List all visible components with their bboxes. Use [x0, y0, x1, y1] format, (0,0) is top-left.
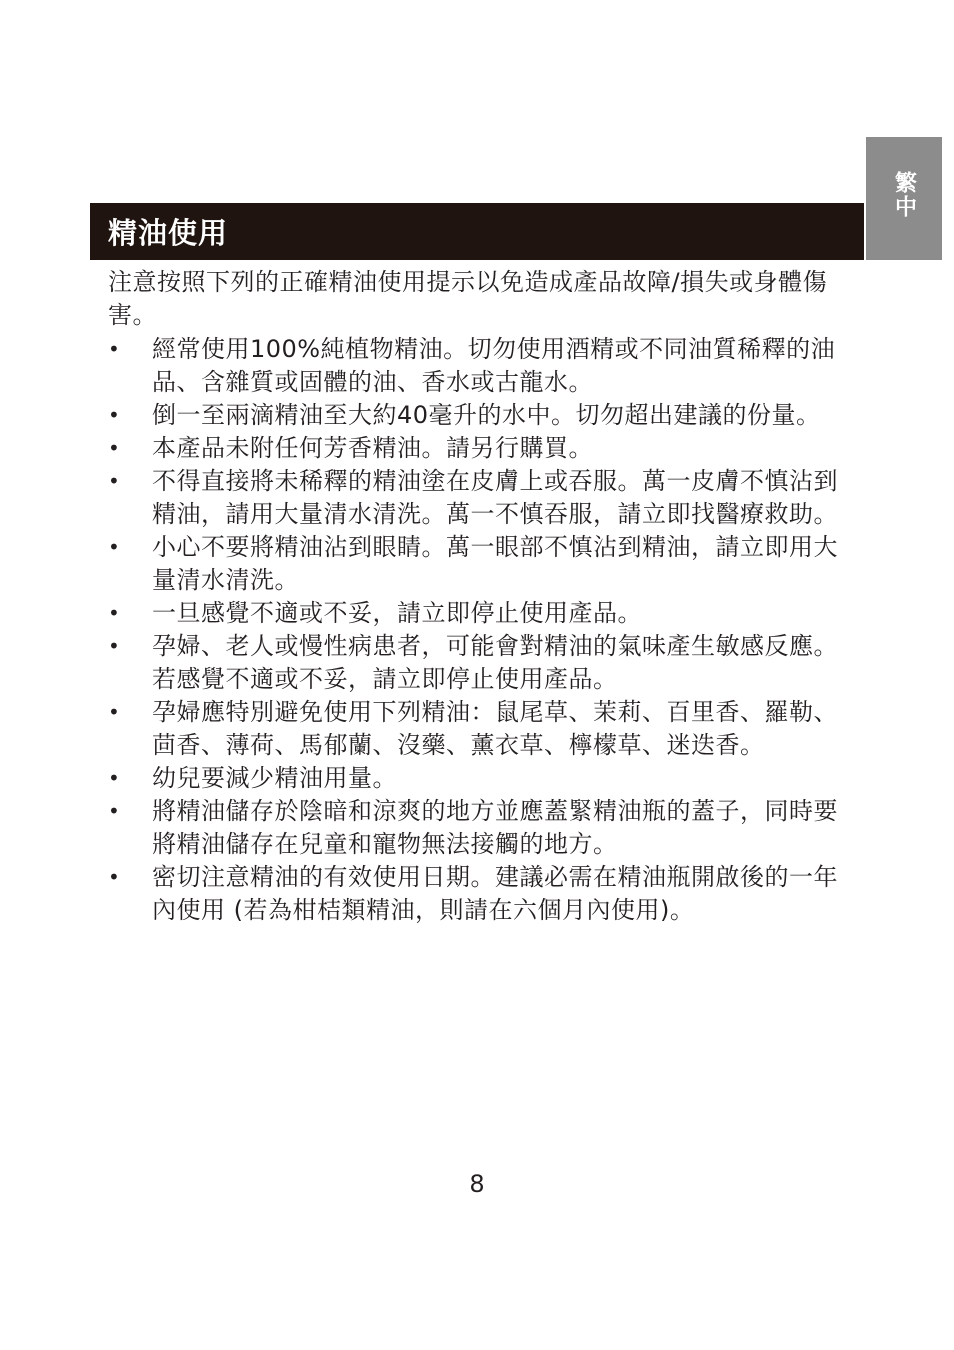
list-item: • 密切注意精油的有效使用日期。建議必需在精油瓶開啟後的一年內使用 (若為柑桔類精油，則請在六個月內使用)。 [108, 861, 853, 927]
list-item: • 經常使用100%純植物精油。切勿使用酒精或不同油質稀釋的油品、含雜質或固體的油、香水或古龍水。 [108, 333, 853, 399]
language-tab [866, 137, 942, 260]
list-item: • 將精油儲存於陰暗和涼爽的地方並應蓋緊精油瓶的蓋子，同時要將精油儲存在兒童和寵物無法接觸的地方。 [108, 795, 853, 861]
section-title: 精油使用 [108, 216, 229, 250]
list-item: • 不得直接將未稀釋的精油塗在皮膚上或吞服。萬一皮膚不慎沾到精油，請用大量清水清洗。萬一不慎吞服，請立即找醫療救助。 [108, 465, 853, 531]
usage-rules-list [108, 333, 853, 927]
intro-paragraph: 注意按照下列的正確精油使用提示以免造成產品故障/損失或身體傷害。 [108, 268, 828, 329]
section-header [90, 203, 864, 260]
list-item: • 孕婦、老人或慢性病患者，可能會對精油的氣味產生敏感反應。若感覺不適或不妥，請立即停止使用產品。 [108, 630, 853, 696]
content-body [108, 266, 853, 927]
list-item: • 倒一至兩滴精油至大約40毫升的水中。切勿超出建議的份量。 [108, 399, 853, 432]
list-item: • 幼兒要減少精油用量。 [108, 762, 853, 795]
list-item: • 一旦感覺不適或不妥，請立即停止使用產品。 [108, 597, 853, 630]
language-tab-label: 繁中 [891, 171, 917, 219]
list-item: • 小心不要將精油沾到眼睛。萬一眼部不慎沾到精油，請立即用大量清水清洗。 [108, 531, 853, 597]
list-item: • 本產品未附任何芳香精油。請另行購買。 [108, 432, 853, 465]
page-number: 8 [469, 1170, 485, 1198]
list-item: • 孕婦應特別避免使用下列精油：鼠尾草、茉莉、百里香、羅勒、茴香、薄荷、馬郁蘭、沒藥、薰衣草、檸檬草、迷迭香。 [108, 696, 853, 762]
